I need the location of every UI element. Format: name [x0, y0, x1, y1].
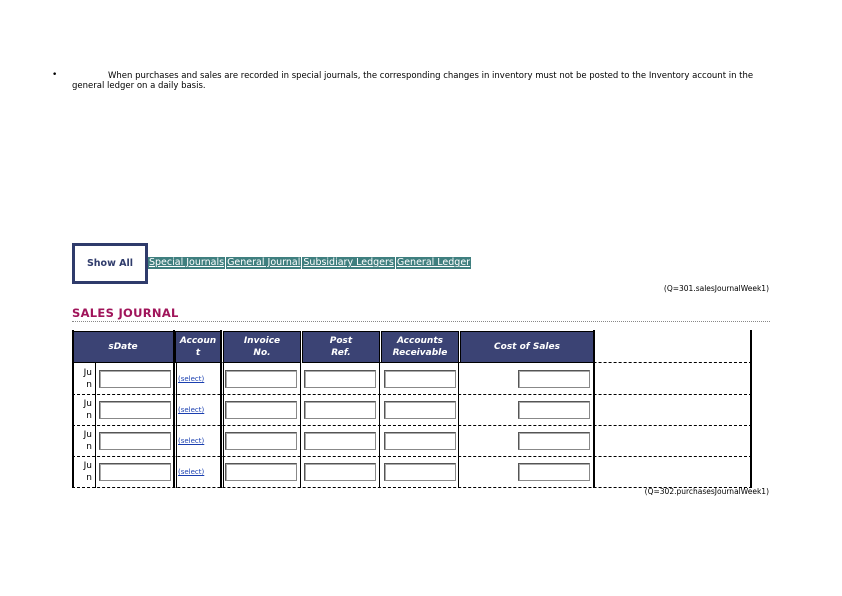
header-invoice-no: Invoice No.	[223, 331, 301, 363]
grid-line	[750, 330, 752, 488]
header-accounts-receivable: Accounts Receivable	[381, 331, 459, 363]
section-title: SALES JOURNAL	[72, 306, 179, 320]
accounts-receivable-input[interactable]	[384, 401, 456, 419]
grid-line	[220, 330, 222, 488]
account-select-link[interactable]: (select)	[178, 406, 205, 414]
grid-line	[72, 425, 752, 426]
grid-line	[593, 330, 595, 488]
post-ref-input[interactable]	[304, 401, 376, 419]
grid-line	[72, 456, 752, 457]
header-post-ref: Post Ref.	[302, 331, 380, 363]
cost-of-sales-input[interactable]	[518, 463, 590, 481]
row-month-label: Ju n	[83, 461, 92, 483]
question-ref-purchases: (Q=302.purchasesJournalWeek1)	[644, 487, 769, 496]
post-ref-input[interactable]	[304, 370, 376, 388]
date-input[interactable]	[99, 432, 171, 450]
nav-tabs	[148, 257, 472, 269]
tab-subsidiary-ledgers[interactable]: Subsidiary Ledgers	[303, 257, 394, 268]
row-month-label: Ju n	[83, 430, 92, 452]
tab-special-journals[interactable]: Special Journals	[149, 257, 225, 268]
account-select-link[interactable]: (select)	[178, 375, 205, 383]
date-input[interactable]	[99, 370, 171, 388]
title-divider	[72, 321, 770, 322]
tab-general-ledger[interactable]: General Ledger	[396, 257, 471, 268]
header-cost-of-sales: Cost of Sales	[460, 331, 594, 363]
cost-of-sales-input[interactable]	[518, 370, 590, 388]
header-account: Accoun t	[175, 331, 221, 363]
tab-general-journal[interactable]: General Journal	[227, 257, 301, 268]
accounts-receivable-input[interactable]	[384, 463, 456, 481]
instruction-text: When purchases and sales are recorded in special journals, the corresponding changes in inventory must not be posted to the Inventory account in the general ledger on a daily basis.	[72, 71, 754, 91]
account-select-link[interactable]: (select)	[178, 437, 205, 445]
grid-line	[72, 362, 752, 363]
journal-nav	[72, 243, 472, 283]
grid-line	[173, 330, 175, 488]
row-month-label: Ju n	[83, 399, 92, 421]
bullet-icon: •	[52, 70, 58, 80]
invoice-input[interactable]	[225, 370, 297, 388]
invoice-input[interactable]	[225, 432, 297, 450]
question-ref-sales: (Q=301.salesJournalWeek1)	[663, 284, 769, 293]
post-ref-input[interactable]	[304, 432, 376, 450]
date-input[interactable]	[99, 463, 171, 481]
show-all-button[interactable]: Show All	[72, 243, 148, 284]
invoice-input[interactable]	[225, 463, 297, 481]
date-input[interactable]	[99, 401, 171, 419]
invoice-input[interactable]	[225, 401, 297, 419]
grid-line	[72, 394, 752, 395]
accounts-receivable-input[interactable]	[384, 432, 456, 450]
account-select-link[interactable]: (select)	[178, 468, 205, 476]
header-date: sDate	[72, 331, 174, 363]
post-ref-input[interactable]	[304, 463, 376, 481]
cost-of-sales-input[interactable]	[518, 432, 590, 450]
sales-journal-table	[72, 330, 752, 488]
cost-of-sales-input[interactable]	[518, 401, 590, 419]
accounts-receivable-input[interactable]	[384, 370, 456, 388]
row-month-label: Ju n	[83, 368, 92, 390]
